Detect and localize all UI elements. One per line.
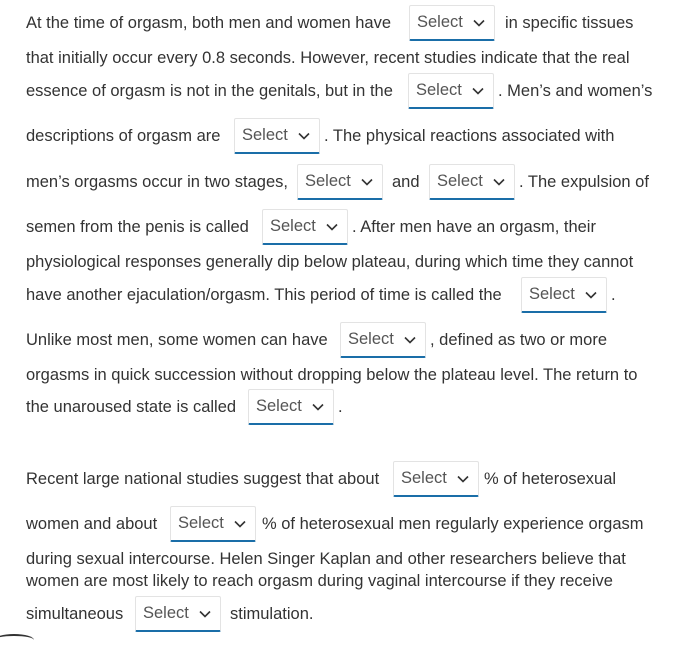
p1-text-2: that initially occur every 0.8 seconds. However, recent studies indicate that the real <box>26 49 630 67</box>
p1-text-6a: semen from the penis is called <box>26 218 249 236</box>
p1-text-7: physiological responses generally dip below plateau, during which time they cannot <box>26 253 634 271</box>
select-label: Select <box>242 126 288 144</box>
select-dropdown-3[interactable] <box>234 118 320 154</box>
p2-text-4: women are most likely to reach orgasm during vaginal intercourse if they receive <box>26 572 613 590</box>
p1-text-4b: . The physical reactions associated with <box>324 127 615 145</box>
p1-text-3a: essence of orgasm is not in the genitals, but in the <box>26 82 393 100</box>
p2-text-5b: stimulation. <box>230 605 314 623</box>
select-dropdown-6[interactable] <box>262 209 348 245</box>
select-label: Select <box>178 514 224 532</box>
p2-text-2a: women and about <box>26 515 158 533</box>
chevron-down-icon <box>584 288 598 302</box>
select-dropdown-4[interactable] <box>297 164 383 200</box>
chevron-down-icon <box>403 333 417 347</box>
p1-text-11b: . <box>338 398 343 416</box>
chevron-down-icon <box>456 472 470 486</box>
select-label: Select <box>529 285 575 303</box>
chevron-down-icon <box>472 16 486 30</box>
select-dropdown-2[interactable] <box>408 73 494 109</box>
select-dropdown-8[interactable] <box>340 322 426 358</box>
select-label: Select <box>270 217 316 235</box>
select-label: Select <box>437 172 483 190</box>
select-dropdown-11[interactable] <box>170 506 256 542</box>
select-label: Select <box>143 604 189 622</box>
p1-text-9b: , defined as two or more <box>430 331 608 349</box>
select-dropdown-5[interactable] <box>429 164 515 200</box>
p1-text-8a: have another ejaculation/orgasm. This period of time is called the <box>26 286 502 304</box>
p2-text-1b: % of heterosexual <box>484 470 617 488</box>
p1-text-1b: in specific tissues <box>505 14 634 32</box>
chevron-down-icon <box>311 400 325 414</box>
p1-text-5b: and <box>392 173 420 191</box>
select-label: Select <box>416 81 462 99</box>
select-label: Select <box>256 397 302 415</box>
select-label: Select <box>305 172 351 190</box>
p2-text-5a: simultaneous <box>26 605 124 623</box>
select-dropdown-9[interactable] <box>248 389 334 425</box>
chevron-down-icon <box>325 220 339 234</box>
p2-text-3: during sexual intercourse. Helen Singer Kaplan and other researchers believe that <box>26 550 626 568</box>
p1-text-11a: the unaroused state is called <box>26 398 237 416</box>
p1-text-5a: men’s orgasms occur in two stages, <box>26 173 288 191</box>
select-dropdown-12[interactable] <box>135 596 221 632</box>
chevron-down-icon <box>471 84 485 98</box>
select-label: Select <box>348 330 394 348</box>
p2-text-1a: Recent large national studies suggest that about <box>26 470 380 488</box>
p1-text-5c: . The expulsion of <box>519 173 649 191</box>
corner-decoration <box>0 634 34 646</box>
select-label: Select <box>417 13 463 31</box>
p1-text-8b: . <box>611 286 616 304</box>
select-dropdown-1[interactable] <box>409 5 495 41</box>
p1-text-6b: . After men have an orgasm, their <box>352 218 596 236</box>
select-dropdown-10[interactable] <box>393 461 479 497</box>
chevron-down-icon <box>233 517 247 531</box>
p1-text-9a: Unlike most men, some women can have <box>26 331 328 349</box>
select-label: Select <box>401 469 447 487</box>
chevron-down-icon <box>360 175 374 189</box>
p1-text-1a: At the time of orgasm, both men and women have <box>26 14 392 32</box>
p2-text-2b: % of heterosexual men regularly experience orgasm <box>262 515 644 533</box>
p1-text-4a: descriptions of orgasm are <box>26 127 221 145</box>
select-dropdown-7[interactable] <box>521 277 607 313</box>
chevron-down-icon <box>297 129 311 143</box>
p1-text-10: orgasms in quick succession without dropping below the plateau level. The return to <box>26 366 638 384</box>
chevron-down-icon <box>198 607 212 621</box>
p1-text-3b: . Men’s and women’s <box>498 82 653 100</box>
chevron-down-icon <box>492 175 506 189</box>
